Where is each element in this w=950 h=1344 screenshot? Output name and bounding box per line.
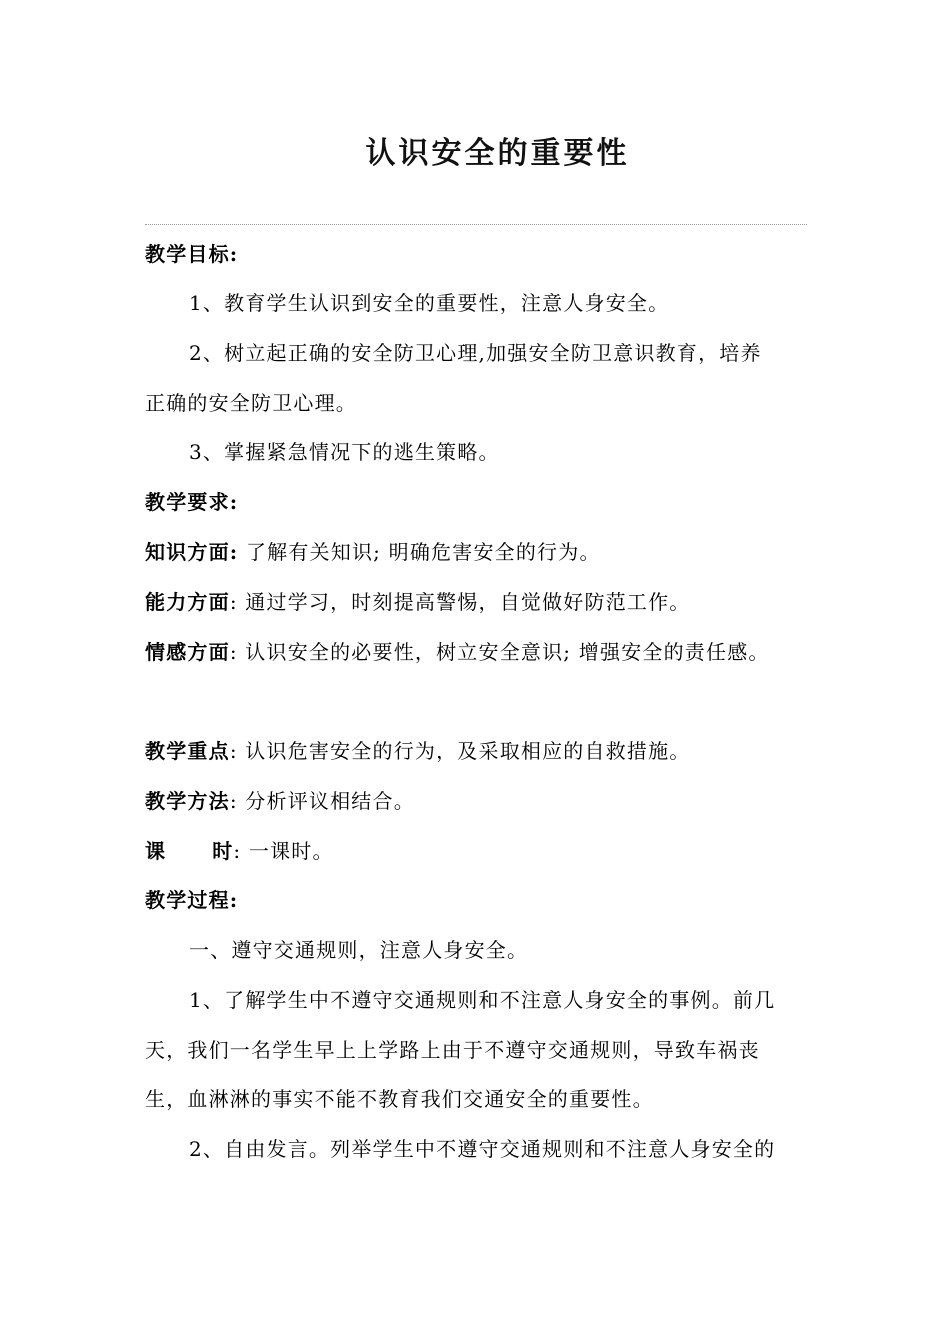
process-paragraph-2-line-1: 2、自由发言。列举学生中不遵守交通规则和不注意人身安全的 (189, 1137, 776, 1161)
process-heading-text: 教学过程: (145, 888, 239, 912)
process-paragraph-1-line-3: 生，血淋淋的事实不能不教育我们交通安全的重要性。 (145, 1087, 654, 1111)
ability-requirement (145, 588, 691, 616)
emotion-requirement (145, 638, 770, 666)
key-point-text: : 认识危害安全的行为，及采取相应的自救措施。 (229, 739, 691, 763)
process-paragraph-1-line-2: 天，我们一名学生早上上学路上由于不遵守交通规则，导致车祸丧 (145, 1038, 760, 1062)
emotion-text: : 认识安全的必要性，树立安全意识; 增强安全的责任感。 (229, 640, 770, 664)
objective-item-1: 1、教育学生认识到安全的重要性，注意人身安全。 (189, 291, 670, 315)
method-text: : 分析评议相结合。 (229, 789, 415, 813)
objective-item-3: 3、掌握紧急情况下的逃生策略。 (189, 440, 500, 464)
knowledge-label: 知识方面: (145, 540, 239, 564)
knowledge-text: 了解有关知识; 明确危害安全的行为。 (238, 540, 601, 564)
period-text: : 一课时。 (233, 839, 334, 863)
process-paragraph-1-line-1: 1、了解学生中不遵守交通规则和不注意人身安全的事例。前几 (189, 988, 776, 1012)
objectives-heading (145, 240, 238, 268)
objectives-heading-text: 教学目标: (145, 242, 239, 266)
class-period (145, 837, 334, 865)
ability-label: 能力方面 (145, 590, 230, 614)
objective-item-2-line-1: 2、树立起正确的安全防卫心理,加强安全防卫意识教育，培养 (189, 341, 762, 365)
emotion-label: 情感方面 (145, 640, 230, 664)
teaching-method (145, 787, 415, 815)
document-title: 认识安全的重要性 (365, 136, 630, 171)
objective-item-2-line-2: 正确的安全防卫心理。 (145, 391, 357, 415)
key-point (145, 737, 691, 765)
process-heading (145, 886, 238, 914)
period-label-second: 时 (212, 839, 234, 863)
process-section-1: 一、遵守交通规则，注意人身安全。 (189, 938, 529, 962)
requirements-heading (145, 488, 238, 516)
ability-text: : 通过学习，时刻提高警惕，自觉做好防范工作。 (229, 590, 691, 614)
method-label: 教学方法 (145, 789, 230, 813)
requirements-heading-text: 教学要求: (145, 490, 239, 514)
key-point-label: 教学重点 (145, 739, 230, 763)
knowledge-requirement (145, 538, 601, 566)
period-label-first: 课 (145, 839, 167, 863)
title-divider (145, 224, 807, 225)
